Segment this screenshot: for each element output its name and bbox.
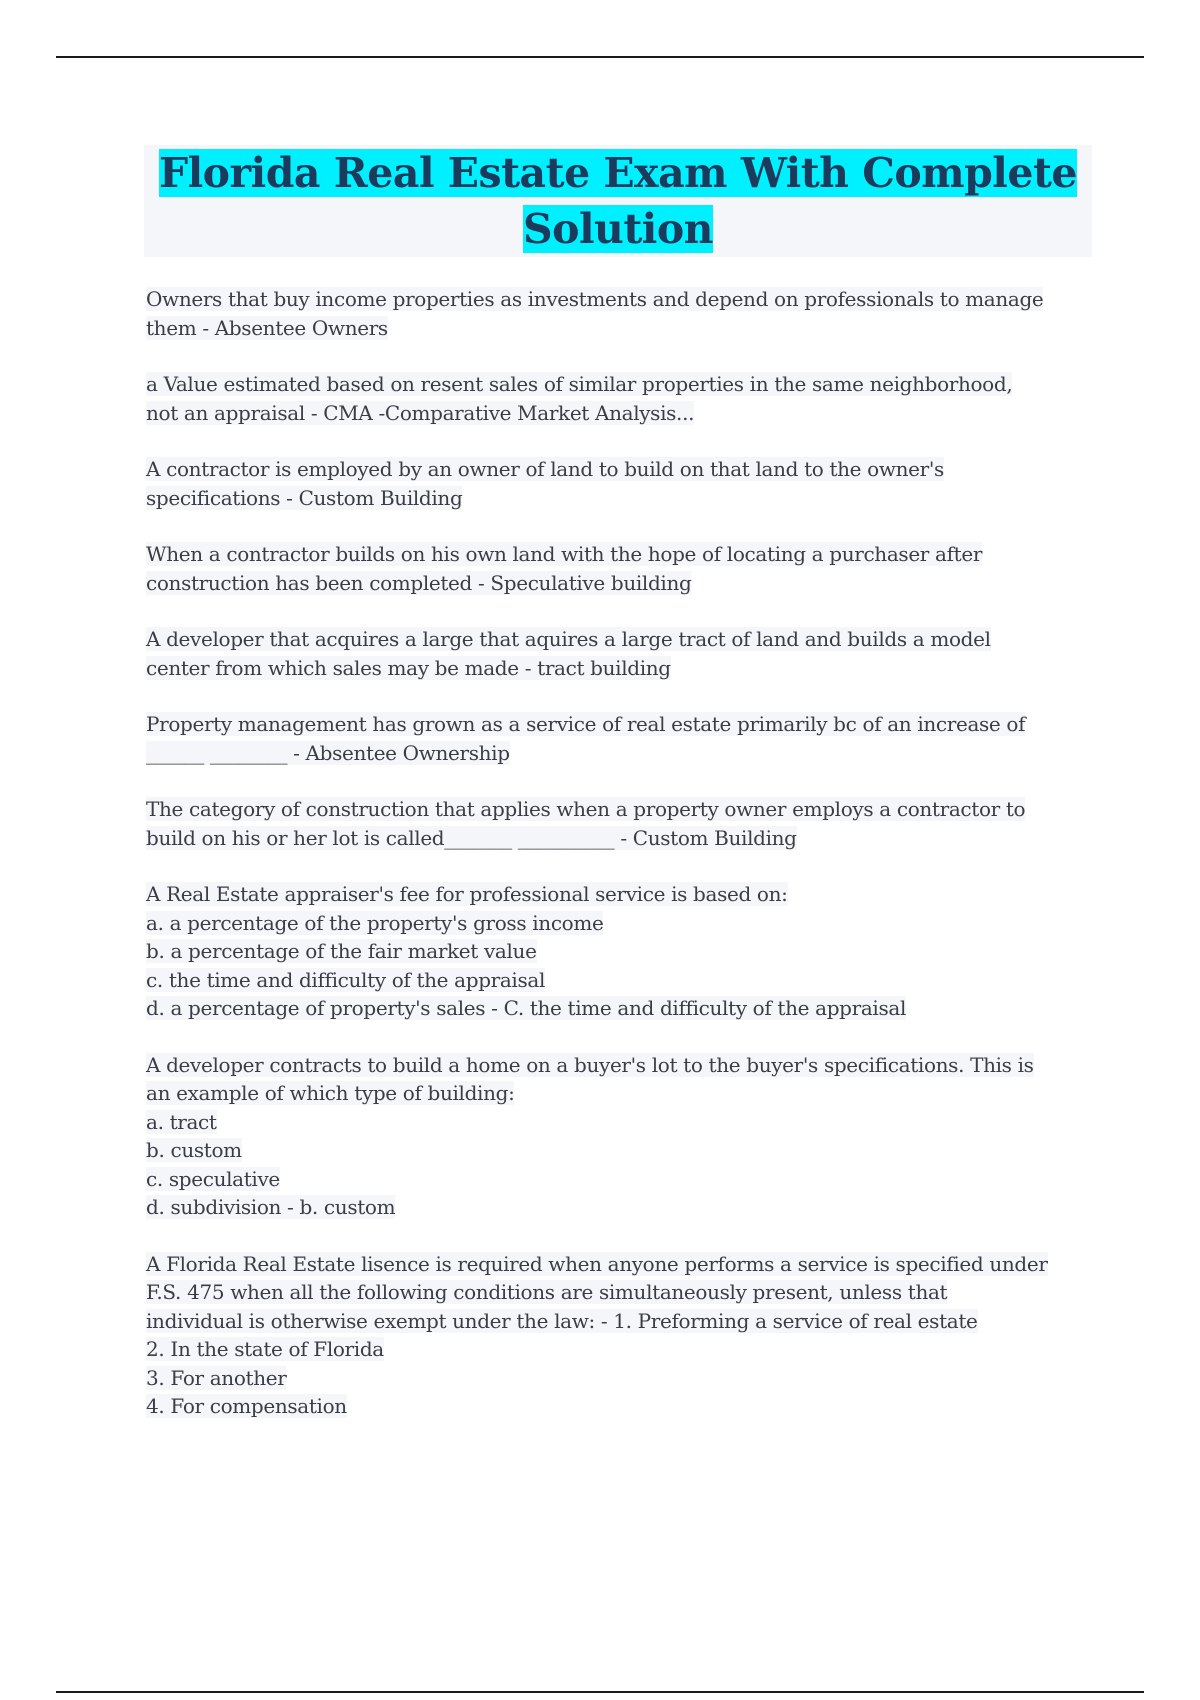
qa-line	[146, 484, 1096, 513]
qa-entry	[146, 880, 1096, 1023]
qa-entry	[146, 1051, 1096, 1222]
qa-line-text: center from which sales may be made - tract building	[146, 655, 671, 680]
qa-line	[146, 1051, 1096, 1080]
qa-line-text: d. a percentage of property's sales - C. the time and difficulty of the appraisal	[146, 996, 906, 1020]
qa-line	[146, 1250, 1096, 1279]
qa-line	[146, 1108, 1096, 1137]
qa-line	[146, 937, 1096, 966]
qa-line	[146, 710, 1096, 739]
qa-line	[146, 1165, 1096, 1194]
qa-line	[146, 1193, 1096, 1222]
qa-entry	[146, 710, 1096, 767]
qa-entry	[146, 455, 1096, 512]
qa-line-text: construction has been completed - Speculative building	[146, 570, 692, 595]
qa-line	[146, 795, 1096, 824]
qa-line-text: Owners that buy income properties as investments and depend on professionals to manage	[146, 287, 1044, 311]
qa-line	[146, 1392, 1096, 1421]
qa-line	[146, 909, 1096, 938]
qa-line-text: not an appraisal - CMA -Comparative Market Analysis...	[146, 400, 695, 425]
qa-line	[146, 966, 1096, 995]
qa-line	[146, 625, 1096, 654]
qa-entry	[146, 1250, 1096, 1421]
qa-line-text: The category of construction that applies when a property owner employs a contractor to	[146, 797, 1026, 821]
qa-line	[146, 654, 1096, 683]
title-line-2: Solution	[522, 205, 713, 253]
qa-line	[146, 1307, 1096, 1336]
document-title	[144, 145, 1092, 257]
qa-line-text: A Real Estate appraiser's fee for professional service is based on:	[146, 882, 788, 906]
qa-line-text: 2. In the state of Florida	[146, 1337, 384, 1361]
qa-line	[146, 540, 1096, 569]
qa-line	[146, 739, 1096, 768]
qa-entry	[146, 370, 1096, 427]
qa-line-text: an example of which type of building:	[146, 1081, 515, 1105]
qa-line-text: A contractor is employed by an owner of land to build on that land to the owner's	[146, 457, 944, 481]
qa-line-text: A developer contracts to build a home on a buyer's lot to the buyer's specifications. This is	[146, 1052, 1034, 1077]
qa-line	[146, 1136, 1096, 1165]
qa-line	[146, 399, 1096, 428]
qa-list	[146, 285, 1096, 1449]
qa-line-text: a. a percentage of the property's gross income	[146, 910, 604, 935]
qa-entry	[146, 625, 1096, 682]
qa-line	[146, 1364, 1096, 1393]
qa-line	[146, 455, 1096, 484]
qa-line-text: 3. For another	[146, 1365, 287, 1390]
qa-line-text: c. the time and difficulty of the appraisal	[146, 967, 546, 992]
qa-line	[146, 1079, 1096, 1108]
qa-line-text: b. a percentage of the fair market value	[146, 939, 537, 963]
qa-line-text: When a contractor builds on his own land with the hope of locating a purchaser after	[146, 542, 983, 566]
qa-line-text: a. tract	[146, 1109, 217, 1134]
qa-line	[146, 824, 1096, 853]
qa-line-text: b. custom	[146, 1138, 242, 1162]
qa-line	[146, 1335, 1096, 1364]
qa-line-text: individual is otherwise exempt under the law: - 1. Preforming a service of real estate	[146, 1308, 978, 1333]
footer-rule	[56, 1691, 1144, 1693]
qa-line-text: build on his or her lot is called_______ __________ - Custom Building	[146, 825, 797, 850]
qa-line	[146, 285, 1096, 314]
qa-line	[146, 994, 1096, 1023]
qa-line-text: specifications - Custom Building	[146, 485, 463, 510]
qa-line	[146, 880, 1096, 909]
qa-line-text: a Value estimated based on resent sales of similar properties in the same neighborhood,	[146, 372, 1013, 396]
header-rule	[56, 56, 1144, 58]
qa-entry	[146, 285, 1096, 342]
qa-line-text: 4. For compensation	[146, 1394, 347, 1418]
qa-entry	[146, 540, 1096, 597]
title-line-1: Florida Real Estate Exam With Complete	[159, 149, 1077, 197]
qa-line-text: them - Absentee Owners	[146, 315, 388, 340]
qa-line-text: ______ ________ - Absentee Ownership	[146, 740, 510, 765]
qa-line-text: d. subdivision - b. custom	[146, 1195, 396, 1219]
qa-line	[146, 1278, 1096, 1307]
qa-line-text: F.S. 475 when all the following conditions are simultaneously present, unless that	[146, 1280, 948, 1304]
qa-entry	[146, 795, 1096, 852]
qa-line	[146, 569, 1096, 598]
qa-line	[146, 314, 1096, 343]
qa-line-text: A developer that acquires a large that aquires a large tract of land and builds a model	[146, 627, 991, 651]
qa-line-text: c. speculative	[146, 1166, 280, 1191]
qa-line-text: A Florida Real Estate lisence is required when anyone performs a service is specified under	[146, 1251, 1048, 1276]
qa-line	[146, 370, 1096, 399]
qa-line-text: Property management has grown as a service of real estate primarily bc of an increase of	[146, 712, 1026, 736]
